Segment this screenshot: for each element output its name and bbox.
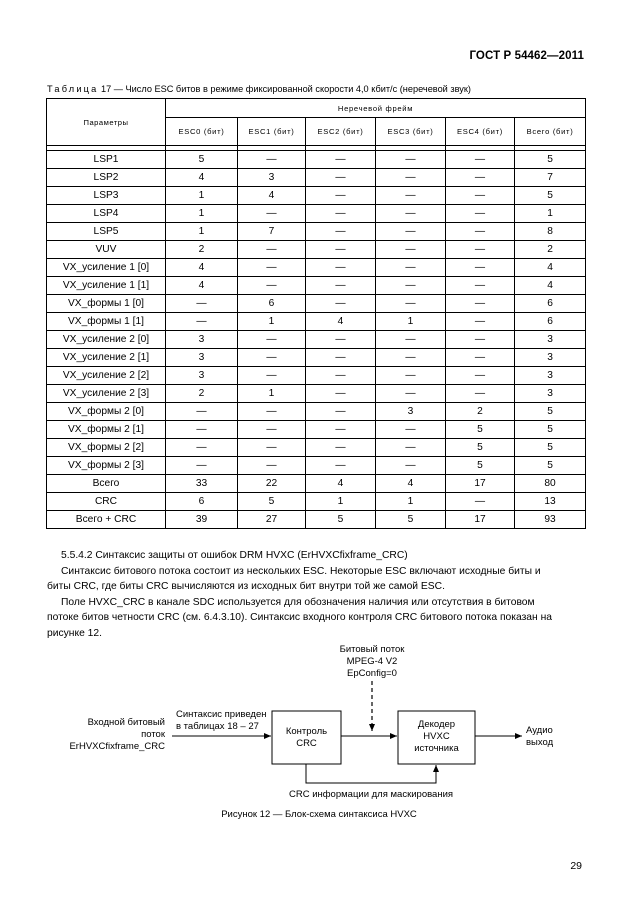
value-cell: —: [306, 349, 376, 367]
value-cell: —: [306, 331, 376, 349]
column-header: ESC3 (бит): [376, 118, 446, 146]
section-heading: 5.5.4.2 Синтаксис защиты от ошибок DRM HVXC (ErHVXCfixframe_CRC): [61, 550, 408, 561]
value-cell: —: [238, 259, 306, 277]
paragraph-line: биты CRC, где биты CRC вычисляются из исходных бит внутри той же самой ESC.: [47, 581, 445, 592]
value-cell: —: [238, 205, 306, 223]
value-cell: —: [376, 457, 446, 475]
value-cell: —: [238, 151, 306, 169]
parameter-cell: LSP5: [47, 223, 166, 241]
value-cell: 5: [515, 457, 586, 475]
value-cell: 5: [515, 151, 586, 169]
crc-feedback-arrow: [306, 764, 436, 783]
parameter-cell: VX_формы 2 [2]: [47, 439, 166, 457]
value-cell: 7: [515, 169, 586, 187]
value-cell: 5: [515, 421, 586, 439]
value-cell: —: [376, 421, 446, 439]
value-cell: —: [446, 277, 515, 295]
value-cell: 93: [515, 511, 586, 529]
parameter-cell: VX_формы 2 [1]: [47, 421, 166, 439]
value-cell: 4: [166, 277, 238, 295]
value-cell: —: [446, 205, 515, 223]
value-cell: 3: [166, 331, 238, 349]
value-cell: 2: [166, 241, 238, 259]
value-cell: —: [238, 331, 306, 349]
decoder-label-3: источника: [414, 743, 459, 754]
value-cell: 1: [166, 205, 238, 223]
value-cell: 39: [166, 511, 238, 529]
paragraph-line: потоке битов четности CRC (см. 6.4.3.10). Синтаксис входного контроля CRC битового потока показан на: [47, 612, 552, 623]
value-cell: 5: [446, 439, 515, 457]
value-cell: 1: [376, 493, 446, 511]
group-column-header: Неречевой фрейм: [166, 99, 586, 118]
value-cell: 3: [515, 349, 586, 367]
value-cell: —: [306, 259, 376, 277]
value-cell: —: [306, 187, 376, 205]
parameter-cell: VX_формы 2 [0]: [47, 403, 166, 421]
value-cell: —: [446, 241, 515, 259]
value-cell: —: [446, 151, 515, 169]
value-cell: 6: [238, 295, 306, 313]
value-cell: —: [376, 367, 446, 385]
output-label-2: выход: [526, 737, 554, 748]
value-cell: —: [238, 421, 306, 439]
value-cell: —: [306, 403, 376, 421]
value-cell: —: [376, 385, 446, 403]
value-cell: 3: [515, 331, 586, 349]
value-cell: —: [166, 421, 238, 439]
parameter-cell: LSP1: [47, 151, 166, 169]
value-cell: 5: [446, 457, 515, 475]
value-cell: 5: [306, 511, 376, 529]
parameter-cell: VX_формы 1 [0]: [47, 295, 166, 313]
value-cell: —: [306, 439, 376, 457]
value-cell: —: [446, 331, 515, 349]
value-cell: —: [376, 277, 446, 295]
input-label-1: Входной битовый: [87, 717, 165, 728]
parameter-cell: VX_формы 1 [1]: [47, 313, 166, 331]
value-cell: —: [306, 151, 376, 169]
value-cell: —: [376, 295, 446, 313]
value-cell: —: [376, 259, 446, 277]
value-cell: —: [376, 169, 446, 187]
value-cell: 17: [446, 511, 515, 529]
value-cell: 3: [238, 169, 306, 187]
value-cell: —: [446, 223, 515, 241]
param-column-header: Параметры: [47, 99, 166, 146]
value-cell: 2: [515, 241, 586, 259]
parameter-cell: VX_усиление 2 [3]: [47, 385, 166, 403]
parameter-cell: LSP3: [47, 187, 166, 205]
value-cell: 1: [166, 187, 238, 205]
value-cell: 8: [515, 223, 586, 241]
value-cell: —: [238, 439, 306, 457]
parameter-cell: VX_усиление 2 [0]: [47, 331, 166, 349]
value-cell: 5: [515, 439, 586, 457]
value-cell: —: [166, 439, 238, 457]
document-standard-header: ГОСТ Р 54462—2011: [469, 50, 584, 62]
parameter-cell: VX_усиление 2 [1]: [47, 349, 166, 367]
value-cell: 5: [376, 511, 446, 529]
value-cell: 13: [515, 493, 586, 511]
value-cell: 1: [376, 313, 446, 331]
value-cell: 5: [515, 187, 586, 205]
value-cell: 1: [238, 385, 306, 403]
parameter-cell: CRC: [47, 493, 166, 511]
value-cell: 1: [306, 493, 376, 511]
value-cell: 5: [446, 421, 515, 439]
value-cell: 5: [238, 493, 306, 511]
value-cell: 3: [376, 403, 446, 421]
value-cell: 4: [376, 475, 446, 493]
value-cell: —: [446, 295, 515, 313]
value-cell: —: [306, 241, 376, 259]
value-cell: 3: [515, 367, 586, 385]
value-cell: 6: [515, 313, 586, 331]
decoder-label-1: Декодер: [417, 719, 456, 730]
value-cell: 5: [166, 151, 238, 169]
value-cell: —: [306, 223, 376, 241]
value-cell: —: [166, 295, 238, 313]
value-cell: —: [376, 205, 446, 223]
value-cell: —: [166, 457, 238, 475]
parameter-cell: VX_усиление 1 [1]: [47, 277, 166, 295]
value-cell: 80: [515, 475, 586, 493]
value-cell: —: [306, 421, 376, 439]
value-cell: —: [376, 223, 446, 241]
output-label-1: Аудио: [526, 725, 553, 736]
value-cell: —: [376, 331, 446, 349]
crc-check-label-1: Контроль: [285, 726, 328, 737]
value-cell: —: [306, 367, 376, 385]
table-caption-text: 17 — Число ESC битов в режиме фиксированной скорости 4,0 кбит/с (неречевой звук): [101, 84, 471, 94]
value-cell: 4: [515, 259, 586, 277]
top-stream-label-2: MPEG-4 V2: [346, 656, 398, 667]
syntax-label-2: в таблицах 18 – 27: [176, 721, 259, 732]
value-cell: 3: [166, 349, 238, 367]
parameter-cell: VX_усиление 2 [2]: [47, 367, 166, 385]
paragraph-line: Поле HVXC_CRC в канале SDC используется для обозначения наличия или отсутствия в битовом: [61, 596, 535, 608]
value-cell: —: [306, 295, 376, 313]
value-cell: —: [446, 385, 515, 403]
top-stream-label-3: EpConfig=0: [347, 668, 397, 679]
figure-caption: Рисунок 12 — Блок-схема синтаксиса HVXC: [221, 809, 417, 820]
column-header: ESC1 (бит): [238, 118, 306, 146]
value-cell: —: [238, 349, 306, 367]
value-cell: 5: [515, 403, 586, 421]
value-cell: 4: [238, 187, 306, 205]
value-cell: 4: [306, 475, 376, 493]
input-label-2: поток: [141, 729, 165, 740]
value-cell: —: [166, 403, 238, 421]
parameter-cell: Всего: [47, 475, 166, 493]
input-label-3: ErHVXCfixframe_CRC: [69, 741, 165, 752]
value-cell: —: [238, 457, 306, 475]
value-cell: 17: [446, 475, 515, 493]
parameter-cell: VUV: [47, 241, 166, 259]
value-cell: 3: [515, 385, 586, 403]
value-cell: 4: [306, 313, 376, 331]
value-cell: 1: [515, 205, 586, 223]
value-cell: —: [446, 259, 515, 277]
value-cell: 33: [166, 475, 238, 493]
parameter-cell: Всего + CRC: [47, 511, 166, 529]
value-cell: —: [306, 385, 376, 403]
syntax-label-1: Синтаксис приведен: [176, 709, 267, 720]
value-cell: —: [446, 349, 515, 367]
column-header: ESC2 (бит): [306, 118, 376, 146]
value-cell: —: [446, 367, 515, 385]
value-cell: —: [238, 241, 306, 259]
decoder-label-2: HVXC: [423, 731, 450, 742]
column-header: ESC4 (бит): [446, 118, 515, 146]
paragraph-line: рисунке 12.: [47, 627, 102, 639]
value-cell: —: [166, 313, 238, 331]
value-cell: —: [446, 493, 515, 511]
value-cell: 1: [166, 223, 238, 241]
column-header: ESC0 (бит): [166, 118, 238, 146]
parameter-cell: LSP2: [47, 169, 166, 187]
parameter-cell: VX_формы 2 [3]: [47, 457, 166, 475]
value-cell: —: [376, 349, 446, 367]
value-cell: 22: [238, 475, 306, 493]
value-cell: 2: [166, 385, 238, 403]
parameter-cell: VX_усиление 1 [0]: [47, 259, 166, 277]
feedback-label: CRC информации для маскирования: [288, 789, 454, 800]
value-cell: —: [446, 169, 515, 187]
value-cell: —: [446, 187, 515, 205]
value-cell: —: [238, 403, 306, 421]
value-cell: 6: [515, 295, 586, 313]
value-cell: —: [376, 187, 446, 205]
page-number: 29: [570, 860, 582, 872]
value-cell: —: [306, 205, 376, 223]
value-cell: 3: [166, 367, 238, 385]
value-cell: —: [376, 439, 446, 457]
column-header: Всего (бит): [515, 118, 586, 146]
value-cell: —: [238, 277, 306, 295]
value-cell: 4: [515, 277, 586, 295]
value-cell: —: [306, 169, 376, 187]
value-cell: —: [446, 313, 515, 331]
value-cell: 4: [166, 169, 238, 187]
value-cell: 1: [238, 313, 306, 331]
value-cell: —: [306, 277, 376, 295]
crc-check-label-2: CRC: [296, 738, 317, 749]
value-cell: —: [238, 367, 306, 385]
table-caption-label: Таблица: [47, 84, 99, 94]
value-cell: —: [376, 241, 446, 259]
value-cell: 7: [238, 223, 306, 241]
value-cell: —: [376, 151, 446, 169]
value-cell: 2: [446, 403, 515, 421]
value-cell: —: [306, 457, 376, 475]
parameter-cell: LSP4: [47, 205, 166, 223]
paragraph-line: Синтаксис битового потока состоит из нескольких ESC. Некоторые ESC включают исходные биты и: [61, 565, 541, 577]
value-cell: 4: [166, 259, 238, 277]
value-cell: 6: [166, 493, 238, 511]
value-cell: 27: [238, 511, 306, 529]
top-stream-label-1: Битовый поток: [339, 644, 405, 655]
